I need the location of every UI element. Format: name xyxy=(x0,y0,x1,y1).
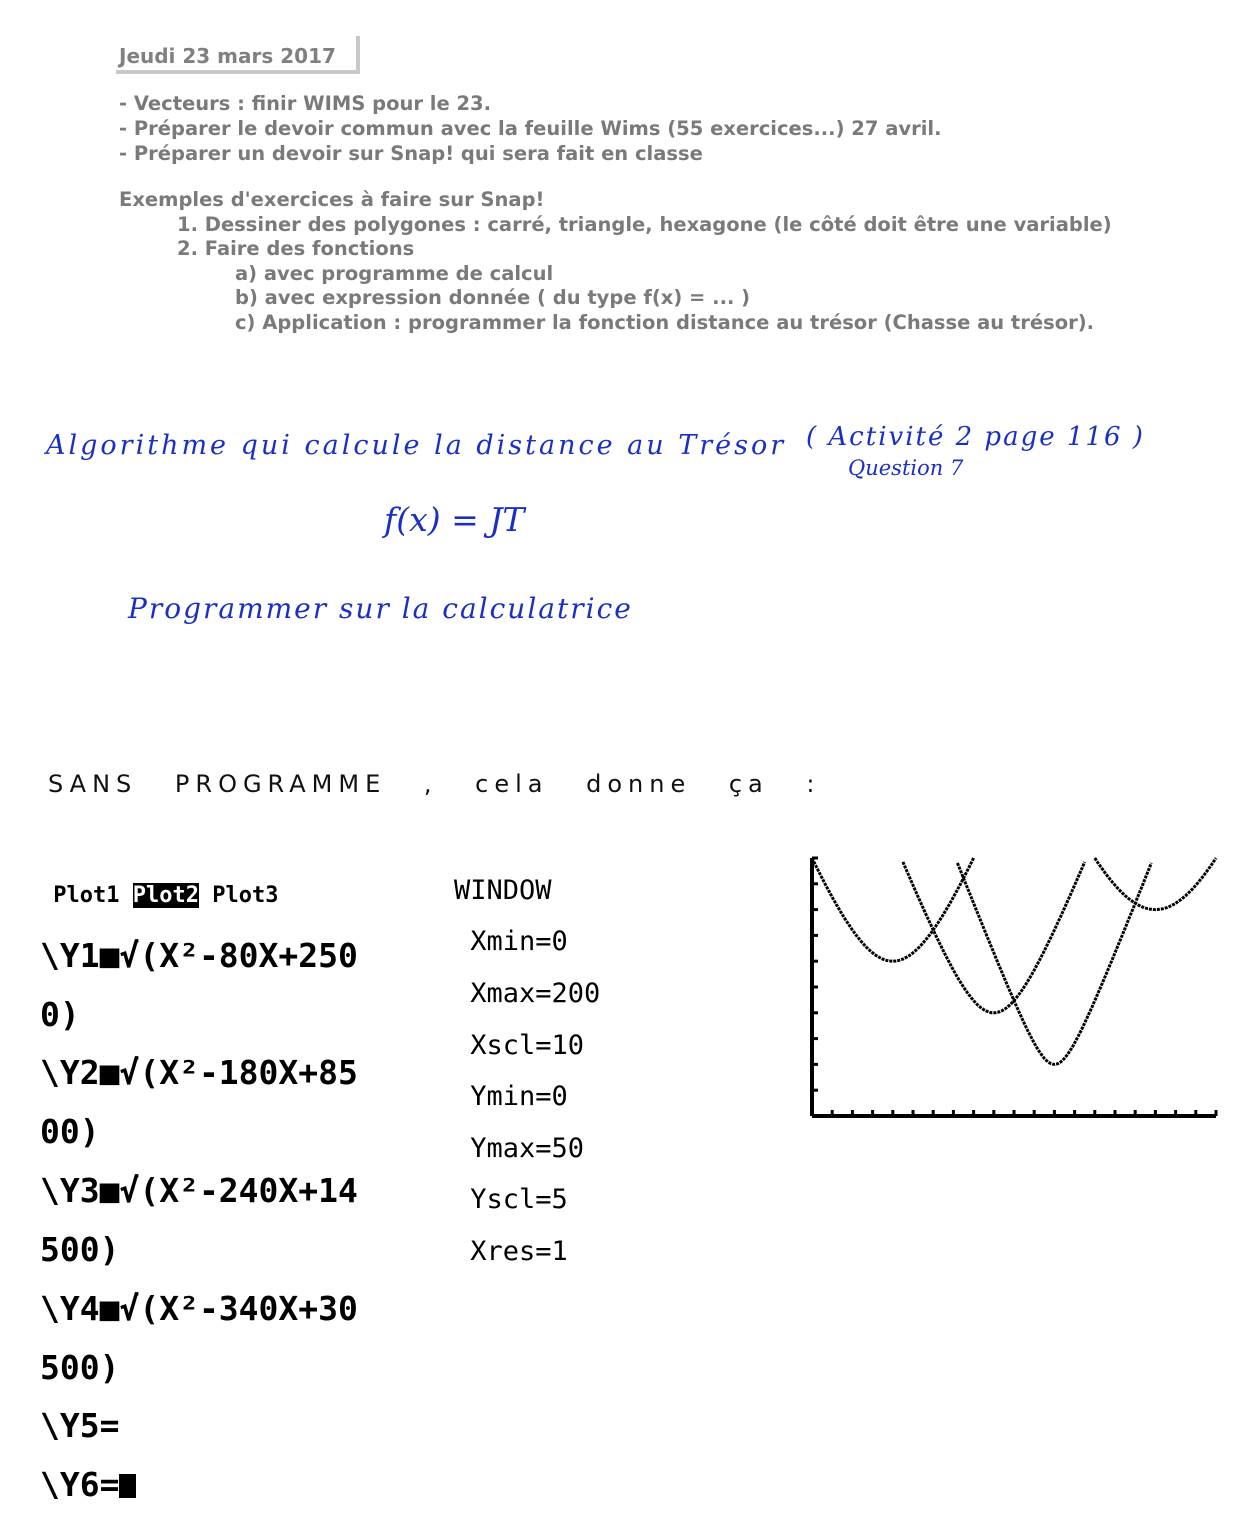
handwritten-formula: f(x) = JT xyxy=(384,500,525,539)
curve-Y4 xyxy=(1095,858,1216,910)
handwritten-algo: Algorithme qui calcule la distance au Trésor xyxy=(46,430,787,461)
window-line: Yscl=5 xyxy=(454,1184,568,1216)
examples-section xyxy=(119,188,1112,335)
todo-item: - Préparer un devoir sur Snap! qui sera fait en classe xyxy=(119,142,703,165)
function-graph xyxy=(806,850,1220,1122)
window-line: WINDOW xyxy=(454,874,552,906)
plot-tabs xyxy=(40,881,358,911)
example-subitem: b) avec expression donnée ( du type f(x) = ... ) xyxy=(235,286,751,309)
calculator-window-screen xyxy=(454,852,600,1291)
y-line: \Y2■√(X²-180X+85 xyxy=(40,1053,358,1093)
y-line: 500) xyxy=(40,1347,120,1387)
calculator-y-screen xyxy=(40,852,358,1529)
y-line: 00) xyxy=(40,1112,100,1152)
example-subitem: a) avec programme de calcul xyxy=(235,261,554,285)
graph-curves xyxy=(812,858,1216,1064)
handwritten-program: Programmer sur la calculatrice xyxy=(128,592,633,625)
y-line: 500) xyxy=(40,1229,120,1269)
window-line: Xmax=200 xyxy=(454,977,601,1009)
window-line: Xres=1 xyxy=(454,1235,568,1267)
example-item: 2. Faire des fonctions xyxy=(177,237,415,260)
window-line: Xscl=10 xyxy=(454,1029,585,1061)
plot-tab: Plot1 xyxy=(53,883,120,909)
curve-Y2 xyxy=(903,862,1085,1013)
window-line: Ymax=50 xyxy=(454,1132,585,1164)
handwritten-activity: ( Activité 2 page 116 ) xyxy=(806,422,1145,452)
curve-Y1 xyxy=(812,858,974,961)
y-line-last xyxy=(40,1465,358,1505)
todo-item: - Vecteurs : finir WIMS pour le 23. xyxy=(119,92,492,115)
y-line: 0) xyxy=(40,994,80,1034)
y-line: \Y3■√(X²-240X+14 xyxy=(40,1171,358,1211)
y-line: \Y4■√(X²-340X+30 xyxy=(40,1288,358,1328)
handwritten-sans-programme: SANS PROGRAMME , cela donne ça : xyxy=(48,770,821,798)
y-line: \Y1■√(X²-80X+250 xyxy=(40,935,358,975)
graph-axes xyxy=(812,858,1216,1116)
cursor-block xyxy=(119,1474,136,1498)
handwritten-question: Question 7 xyxy=(848,456,964,480)
examples-title: Exemples d'exercices à faire sur Snap! xyxy=(119,188,545,211)
page-date: Jeudi 23 mars 2017 xyxy=(119,44,336,68)
todo-item: - Préparer le devoir commun avec la feuille Wims (55 exercices...) 27 avril. xyxy=(119,117,942,140)
y-line: \Y5= xyxy=(40,1406,120,1446)
window-line: Xmin=0 xyxy=(454,926,568,958)
example-subitem: c) Application : programmer la fonction distance au trésor (Chasse au trésor). xyxy=(235,310,1095,334)
plot-tab-selected: Plot2 xyxy=(132,883,199,909)
y-line: \Y6= xyxy=(40,1465,120,1505)
todo-list xyxy=(119,91,941,166)
plot-tab: Plot3 xyxy=(212,883,279,909)
window-line: Ymin=0 xyxy=(454,1081,568,1113)
example-item: 1. Dessiner des polygones : carré, triangle, hexagone (le côté doit être une variable) xyxy=(177,212,1112,236)
